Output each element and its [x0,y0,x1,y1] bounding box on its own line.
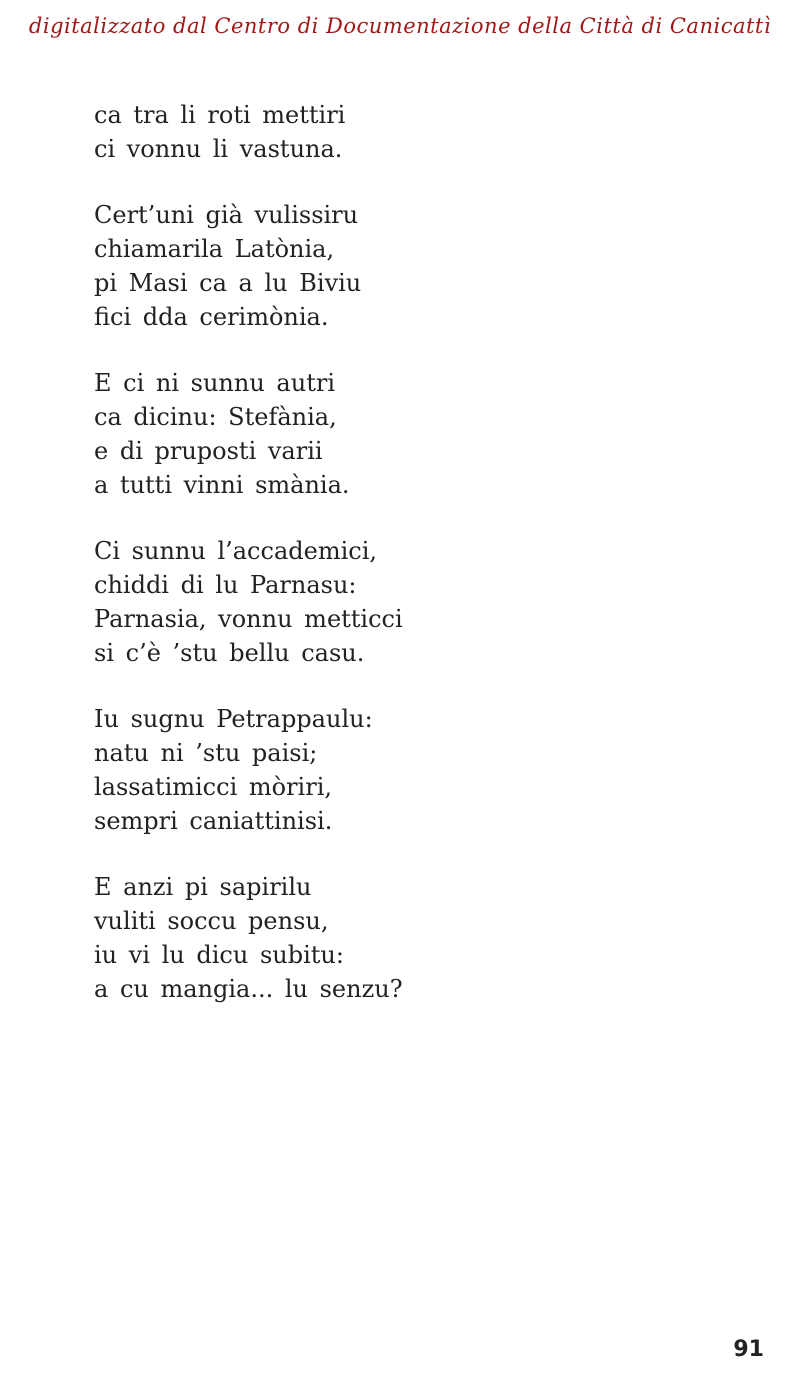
page-number: 91 [733,1337,764,1362]
poem-line: vuliti soccu pensu, [94,907,329,935]
poem-line: sempri caniattinisi. [94,807,333,835]
poem-line: natu ni ’stu paisi; [94,739,318,767]
poem-line: lassatimicci mòriri, [94,773,332,801]
poem-line: fici dda cerimònia. [94,303,329,331]
stanza-4 [94,534,554,670]
poem-line: a tutti vinni smània. [94,471,350,499]
stanza-2 [94,198,554,334]
poem-line: chiamarila Latònia, [94,235,335,263]
stanza-6 [94,870,554,1006]
stanza-3 [94,366,554,502]
poem-line: E ci ni sunnu autri [94,369,335,397]
poem-line: chiddi di lu Parnasu: [94,571,357,599]
poem-line: ca dicinu: Stefània, [94,403,337,431]
poem-line: e di pruposti varii [94,437,323,465]
poem-line: Iu sugnu Petrappaulu: [94,705,373,733]
poem-line: Parnasia, vonnu metticci [94,605,403,633]
poem-line: E anzi pi sapirilu [94,873,312,901]
stanza-5 [94,702,554,838]
digitization-watermark: digitalizzato dal Centro di Documentazione della Città di Canicattì [28,14,772,38]
poem-line: si c’è ’stu bellu casu. [94,639,365,667]
poem-line: iu vi lu dicu subitu: [94,941,344,969]
poem-line: pi Masi ca a lu Biviu [94,269,362,297]
poem-line: Cert’uni già vulissiru [94,201,359,229]
poem-line: ci vonnu li vastuna. [94,135,343,163]
poem-line: a cu mangia... lu senzu? [94,975,403,1003]
stanza-1 [94,98,554,166]
poem-line: Ci sunnu l’accademici, [94,537,377,565]
poem-line: ca tra li roti mettiri [94,101,346,129]
poem-body [94,98,554,1038]
